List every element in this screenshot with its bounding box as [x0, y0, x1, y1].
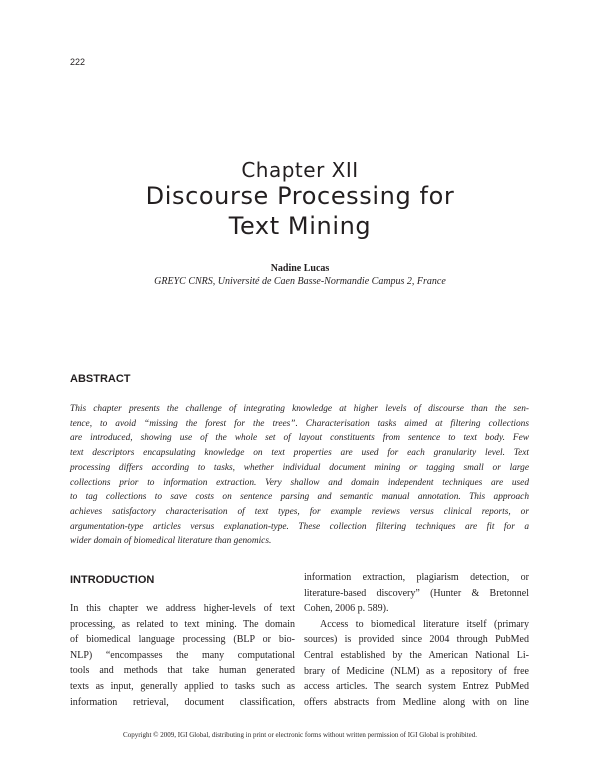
body-line: NLP) “encompasses the many computational: [70, 649, 295, 661]
body-line: literature-based discovery” (Hunter & Bretonnel: [304, 587, 529, 599]
body-line: texts as input, generally applied to tasks such as: [70, 680, 295, 692]
body-line: of biomedical language processing (BLP or bio-: [70, 634, 295, 646]
body-line: sources) is provided since 2004 through PubMed: [304, 634, 529, 646]
abstract-heading: ABSTRACT: [70, 373, 131, 385]
copyright-footer: Copyright © 2009, IGI Global, distributing in print or electronic forms without written permission of IGI Global is prohibited.: [123, 731, 477, 739]
introduction-heading: INTRODUCTION: [70, 574, 155, 586]
abstract-line: collections prior to information extraction. Very shallow and domain independent techniques are used: [70, 477, 529, 488]
abstract-line: are introduced, showing use of the whole set of layout constituents from sentence to text body. Few: [70, 433, 529, 444]
body-line: processing, as related to text mining. The domain: [70, 618, 295, 630]
body-line: Cohen, 2006 p. 589).: [304, 603, 389, 615]
abstract-line: argumentation-type articles versus explanation-type. These collection filtering techniques are fit for a: [70, 521, 529, 532]
body-line: information retrieval, document classification,: [70, 696, 295, 708]
chapter-title-line: Text Mining: [228, 212, 372, 240]
body-line: brary of Medicine (NLM) as a repository of free: [304, 665, 529, 677]
chapter-label: Chapter XII: [241, 158, 359, 182]
body-column-right: [304, 570, 529, 710]
abstract-line: tence, to avoid “missing the forest for the trees”. Characterisation tasks aimed at filtering collections: [70, 418, 529, 429]
abstract-line: text descriptors encapsulating knowledge on text properties are used for each granularity level. Text: [70, 448, 529, 459]
body-line: offers abstracts from Medline along with on line: [304, 696, 529, 708]
abstract-line: This chapter presents the challenge of integrating knowledge at higher levels of discourse than the sen-: [70, 404, 529, 414]
chapter-title: [0, 181, 600, 241]
author-name: Nadine Lucas: [270, 263, 330, 274]
abstract-line: achieves satisfactory characterisation of text types, for example reviews versus clinical reports, or: [70, 506, 529, 517]
author-affiliation: GREYC CNRS, Université de Caen Basse-Normandie Campus 2, France: [154, 276, 446, 287]
abstract-body: [70, 402, 529, 549]
page-number: 222: [70, 57, 86, 67]
body-line: tools and methods that take human generated: [70, 665, 295, 677]
abstract-line: to tag collections to save costs on sentence parsing and semantic manual annotation. This approach: [70, 492, 529, 503]
body-line: information extraction, plagiarism detection, or: [304, 572, 529, 583]
chapter-title-line: Discourse Processing for: [145, 182, 455, 210]
abstract-line: wider domain of biomedical literature than genomics.: [70, 536, 272, 547]
body-line: Central established by the American National Li-: [304, 649, 529, 661]
abstract-line: processing differs according to tasks, whether individual document mining or tagging small or large: [70, 462, 529, 473]
body-line: access articles. The search system Entrez PubMed: [304, 681, 529, 693]
body-line: Access to biomedical literature itself (primary: [320, 618, 529, 630]
body-column-left: [70, 601, 295, 710]
body-line: In this chapter we address higher-levels of text: [70, 603, 295, 614]
